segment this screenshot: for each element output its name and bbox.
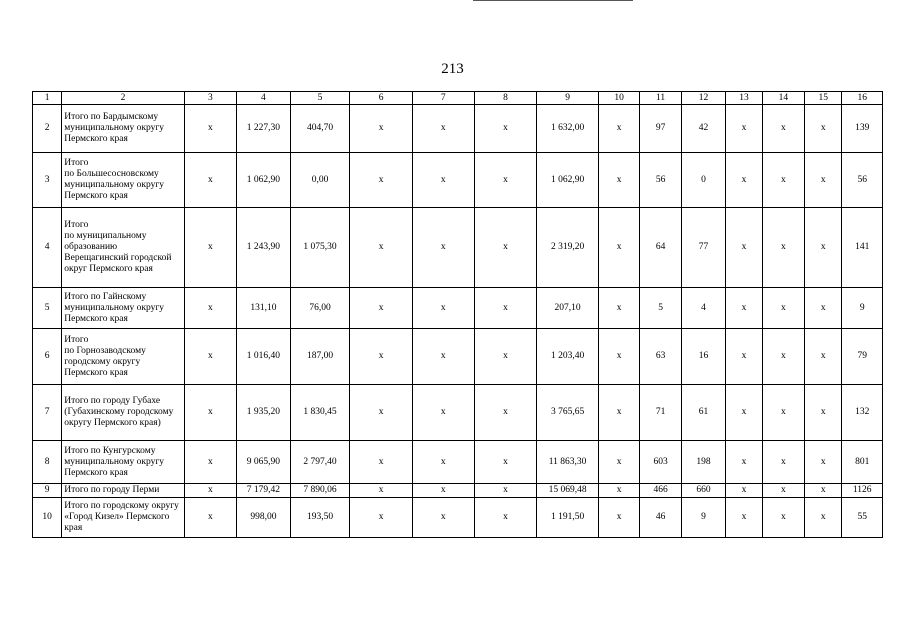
table-cell: 0,00 bbox=[290, 153, 350, 208]
table-cell: х bbox=[474, 153, 537, 208]
table-cell: х bbox=[474, 329, 537, 385]
table-cell: 193,50 bbox=[290, 498, 350, 538]
table-cell: 0 bbox=[681, 153, 725, 208]
table-cell: х bbox=[805, 484, 842, 498]
table-cell: х bbox=[598, 329, 639, 385]
column-header: 6 bbox=[350, 92, 413, 105]
table-cell: 801 bbox=[842, 441, 883, 484]
table-cell: 46 bbox=[640, 498, 681, 538]
table-cell: х bbox=[805, 498, 842, 538]
table-cell: 16 bbox=[681, 329, 725, 385]
table-cell: х bbox=[350, 385, 413, 441]
table-cell: 198 bbox=[681, 441, 725, 484]
table-cell: х bbox=[762, 441, 804, 484]
table-cell: 9 065,90 bbox=[237, 441, 291, 484]
table-cell: 56 bbox=[842, 153, 883, 208]
table-cell: х bbox=[598, 208, 639, 288]
table-cell: х bbox=[598, 105, 639, 153]
table-cell: х bbox=[805, 385, 842, 441]
table-cell: 207,10 bbox=[537, 288, 599, 329]
row-name-cell: Итого по Большесосновскому муниципальному округу Пермского края bbox=[62, 153, 184, 208]
table-cell: х bbox=[726, 288, 762, 329]
table-body bbox=[33, 105, 883, 538]
table-cell: х bbox=[726, 498, 762, 538]
table-cell: х bbox=[412, 441, 474, 484]
table-cell: х bbox=[474, 484, 537, 498]
table-cell: 9 bbox=[842, 288, 883, 329]
table-cell: 466 bbox=[640, 484, 681, 498]
table-cell: х bbox=[726, 441, 762, 484]
table-cell: 1 075,30 bbox=[290, 208, 350, 288]
table-cell: х bbox=[350, 484, 413, 498]
table-cell: х bbox=[412, 153, 474, 208]
table-row bbox=[33, 441, 883, 484]
table-cell: 5 bbox=[640, 288, 681, 329]
table-cell: 79 bbox=[842, 329, 883, 385]
column-header: 8 bbox=[474, 92, 537, 105]
table-cell: х bbox=[598, 385, 639, 441]
table-cell: х bbox=[726, 484, 762, 498]
page-number: 213 bbox=[441, 61, 464, 77]
table-cell: х bbox=[474, 441, 537, 484]
table-cell: х bbox=[726, 385, 762, 441]
column-header: 9 bbox=[537, 92, 599, 105]
table-cell: х bbox=[412, 385, 474, 441]
table-cell: 7 890,06 bbox=[290, 484, 350, 498]
row-name-cell: Итого по городскому округу «Город Кизел» Пермского края bbox=[62, 498, 184, 538]
table-cell: х bbox=[412, 288, 474, 329]
table-cell: х bbox=[726, 153, 762, 208]
table-cell: 2 797,40 bbox=[290, 441, 350, 484]
row-number-cell: 10 bbox=[33, 498, 62, 538]
header-row bbox=[33, 92, 883, 105]
table-cell: х bbox=[184, 329, 237, 385]
table-cell: х bbox=[762, 498, 804, 538]
table-cell: 55 bbox=[842, 498, 883, 538]
table-row bbox=[33, 484, 883, 498]
table-cell: 11 863,30 bbox=[537, 441, 599, 484]
table-cell: 998,00 bbox=[237, 498, 291, 538]
table-cell: 1 203,40 bbox=[537, 329, 599, 385]
table-cell: х bbox=[726, 329, 762, 385]
table-cell: 1126 bbox=[842, 484, 883, 498]
table-row bbox=[33, 105, 883, 153]
table-cell: х bbox=[598, 498, 639, 538]
column-header: 12 bbox=[681, 92, 725, 105]
table-cell: 131,10 bbox=[237, 288, 291, 329]
table-cell: х bbox=[412, 329, 474, 385]
row-name-cell: Итого по Бардымскому муниципальному округу Пермского края bbox=[62, 105, 184, 153]
table-cell: х bbox=[805, 153, 842, 208]
row-name-cell: Итого по Горнозаводскому городскому округу Пермского края bbox=[62, 329, 184, 385]
table-row bbox=[33, 329, 883, 385]
top-rule bbox=[473, 0, 633, 1]
table-cell: 141 bbox=[842, 208, 883, 288]
table-cell: х bbox=[350, 288, 413, 329]
column-header: 14 bbox=[762, 92, 804, 105]
table-cell: 1 062,90 bbox=[237, 153, 291, 208]
table-cell: х bbox=[726, 208, 762, 288]
row-number-cell: 4 bbox=[33, 208, 62, 288]
table-cell: 77 bbox=[681, 208, 725, 288]
column-header: 11 bbox=[640, 92, 681, 105]
row-number-cell: 2 bbox=[33, 105, 62, 153]
row-name-cell: Итого по городу Губахе (Губахинскому городскому округу Пермского края) bbox=[62, 385, 184, 441]
table-cell: х bbox=[474, 498, 537, 538]
row-number-cell: 5 bbox=[33, 288, 62, 329]
table-cell: х bbox=[184, 441, 237, 484]
table-cell: 1 191,50 bbox=[537, 498, 599, 538]
table-cell: 61 bbox=[681, 385, 725, 441]
table-cell: х bbox=[762, 385, 804, 441]
table-cell: х bbox=[412, 208, 474, 288]
table-cell: х bbox=[474, 208, 537, 288]
table-cell: 9 bbox=[681, 498, 725, 538]
table-cell: 1 632,00 bbox=[537, 105, 599, 153]
table-cell: х bbox=[805, 441, 842, 484]
table-cell: 1 935,20 bbox=[237, 385, 291, 441]
row-name-cell: Итого по муниципальному образованию Верещагинский городской округ Пермского края bbox=[62, 208, 184, 288]
table-cell: х bbox=[762, 329, 804, 385]
column-header: 7 bbox=[412, 92, 474, 105]
table-row bbox=[33, 498, 883, 538]
table-cell: х bbox=[184, 105, 237, 153]
data-table bbox=[32, 91, 883, 538]
row-number-cell: 6 bbox=[33, 329, 62, 385]
row-number-cell: 8 bbox=[33, 441, 62, 484]
table-cell: х bbox=[350, 329, 413, 385]
table-cell: х bbox=[762, 105, 804, 153]
row-number-cell: 7 bbox=[33, 385, 62, 441]
table-cell: 1 062,90 bbox=[537, 153, 599, 208]
table-cell: х bbox=[412, 498, 474, 538]
table-cell: х bbox=[805, 208, 842, 288]
table-cell: х bbox=[350, 153, 413, 208]
table-cell: х bbox=[805, 329, 842, 385]
column-header: 1 bbox=[33, 92, 62, 105]
row-number-cell: 9 bbox=[33, 484, 62, 498]
table-cell: 76,00 bbox=[290, 288, 350, 329]
column-header: 16 bbox=[842, 92, 883, 105]
table-cell: 3 765,65 bbox=[537, 385, 599, 441]
table-cell: х bbox=[350, 105, 413, 153]
column-header: 13 bbox=[726, 92, 762, 105]
table-cell: х bbox=[184, 288, 237, 329]
row-name-cell: Итого по Кунгурскому муниципальному округу Пермского края bbox=[62, 441, 184, 484]
table-cell: х bbox=[350, 208, 413, 288]
column-header: 15 bbox=[805, 92, 842, 105]
row-name-cell: Итого по городу Перми bbox=[62, 484, 184, 498]
table-cell: 1 227,30 bbox=[237, 105, 291, 153]
table-cell: х bbox=[762, 288, 804, 329]
row-number-cell: 3 bbox=[33, 153, 62, 208]
table-cell: 97 bbox=[640, 105, 681, 153]
table-cell: х bbox=[474, 105, 537, 153]
table-row bbox=[33, 153, 883, 208]
table-cell: 7 179,42 bbox=[237, 484, 291, 498]
table-cell: 1 830,45 bbox=[290, 385, 350, 441]
column-header: 10 bbox=[598, 92, 639, 105]
table-cell: х bbox=[598, 288, 639, 329]
table-cell: х bbox=[412, 484, 474, 498]
table-cell: х bbox=[474, 385, 537, 441]
table-cell: 404,70 bbox=[290, 105, 350, 153]
table-cell: х bbox=[762, 484, 804, 498]
table-cell: 71 bbox=[640, 385, 681, 441]
table-cell: 2 319,20 bbox=[537, 208, 599, 288]
table-cell: х bbox=[474, 288, 537, 329]
table-cell: 132 bbox=[842, 385, 883, 441]
table-cell: х bbox=[350, 441, 413, 484]
table-cell: 139 bbox=[842, 105, 883, 153]
column-header: 5 bbox=[290, 92, 350, 105]
table-cell: х bbox=[184, 208, 237, 288]
column-header: 3 bbox=[184, 92, 237, 105]
table-cell: 63 bbox=[640, 329, 681, 385]
row-name-cell: Итого по Гайнскому муниципальному округу Пермского края bbox=[62, 288, 184, 329]
table-cell: 660 bbox=[681, 484, 725, 498]
table-cell: 1 016,40 bbox=[237, 329, 291, 385]
table-cell: 56 bbox=[640, 153, 681, 208]
table-cell: 64 bbox=[640, 208, 681, 288]
table-cell: 4 bbox=[681, 288, 725, 329]
table-cell: х bbox=[762, 153, 804, 208]
table-cell: х bbox=[184, 385, 237, 441]
table-cell: 42 bbox=[681, 105, 725, 153]
table-cell: х bbox=[726, 105, 762, 153]
table-cell: х bbox=[805, 105, 842, 153]
table-cell: х bbox=[598, 484, 639, 498]
table-cell: х bbox=[350, 498, 413, 538]
column-header: 4 bbox=[237, 92, 291, 105]
table-row bbox=[33, 208, 883, 288]
table-row bbox=[33, 385, 883, 441]
table-cell: х bbox=[805, 288, 842, 329]
table-cell: х bbox=[184, 153, 237, 208]
table-cell: х bbox=[184, 498, 237, 538]
table-cell: 15 069,48 bbox=[537, 484, 599, 498]
table-cell: 1 243,90 bbox=[237, 208, 291, 288]
table-cell: х bbox=[184, 484, 237, 498]
table-cell: х bbox=[598, 441, 639, 484]
table-cell: 603 bbox=[640, 441, 681, 484]
column-header: 2 bbox=[62, 92, 184, 105]
table-cell: х bbox=[762, 208, 804, 288]
table-cell: х bbox=[598, 153, 639, 208]
table-cell: 187,00 bbox=[290, 329, 350, 385]
table-cell: х bbox=[412, 105, 474, 153]
table-row bbox=[33, 288, 883, 329]
